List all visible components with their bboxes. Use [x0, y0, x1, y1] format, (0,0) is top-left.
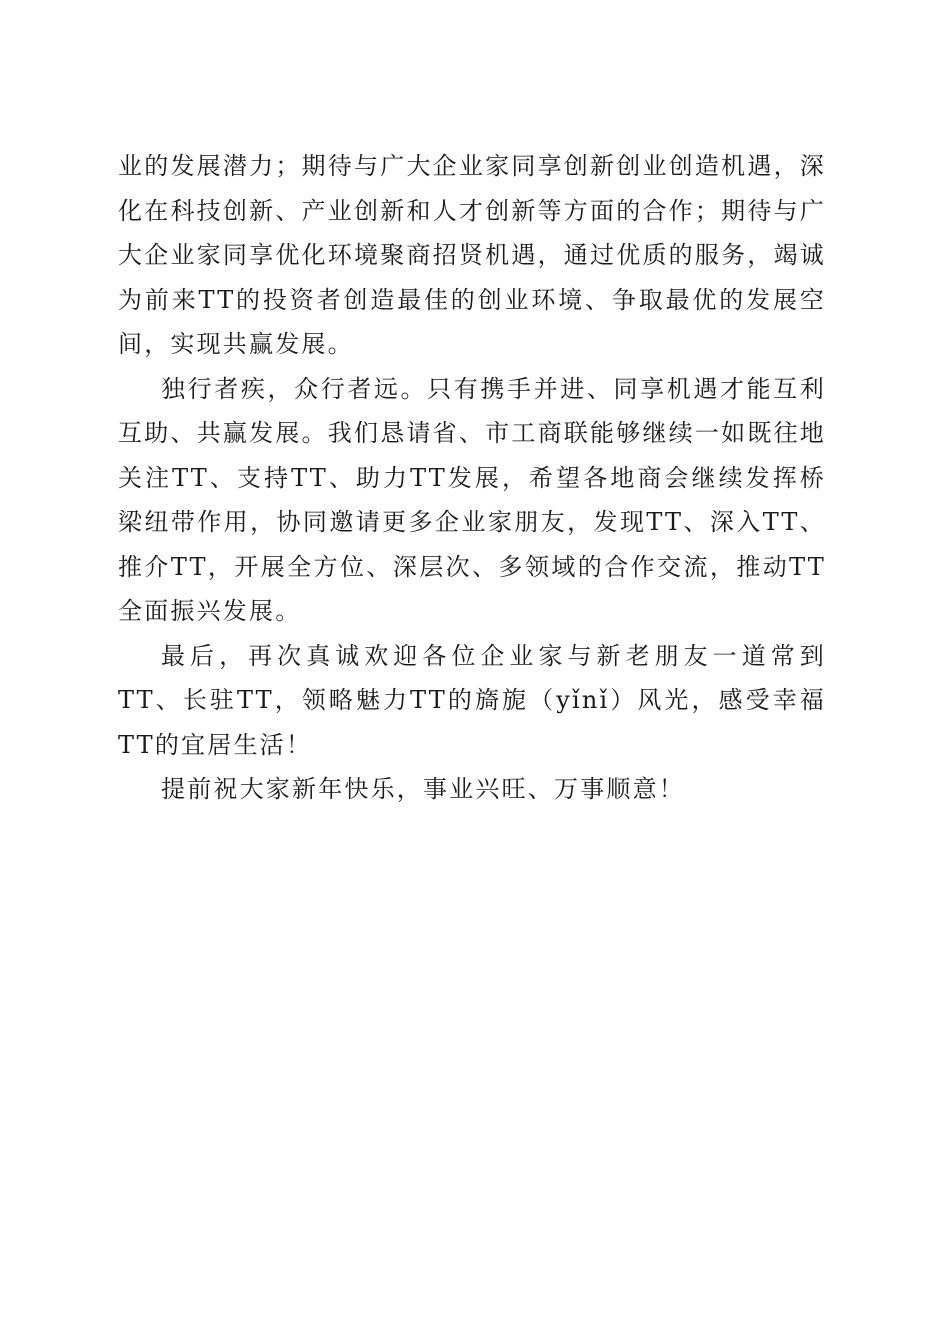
paragraph-welcome: 最后，再次真诚欢迎各位企业家与新老朋友一道常到TT、长驻TT，领略魅力TT的旖旎（yǐnǐ）风光，感受幸福TT的宜居生活！	[118, 641, 826, 759]
document-body	[118, 144, 826, 812]
paragraph-cooperation: 独行者疾，众行者远。只有携手并进、同享机遇才能互利互助、共赢发展。我们恳请省、市工商联能够继续一如既往地关注TT、支持TT、助力TT发展，希望各地商会继续发挥桥梁纽带作用，协同邀请更多企业家朋友，发现TT、深入TT、推介TT，开展全方位、深层次、多领域的合作交流，推动TT全面振兴发展。	[118, 374, 826, 625]
paragraph-new-year-wishes: 提前祝大家新年快乐，事业兴旺、万事顺意！	[161, 775, 685, 803]
paragraph-continuation: 业的发展潜力；期待与广大企业家同享创新创业创造机遇，深化在科技创新、产业创新和人才创新等方面的合作；期待与广大企业家同享优化环境聚商招贤机遇，通过优质的服务，竭诚为前来TT的投资者创造最佳的创业环境、争取最优的发展空间，实现共赢发展。	[118, 152, 826, 358]
